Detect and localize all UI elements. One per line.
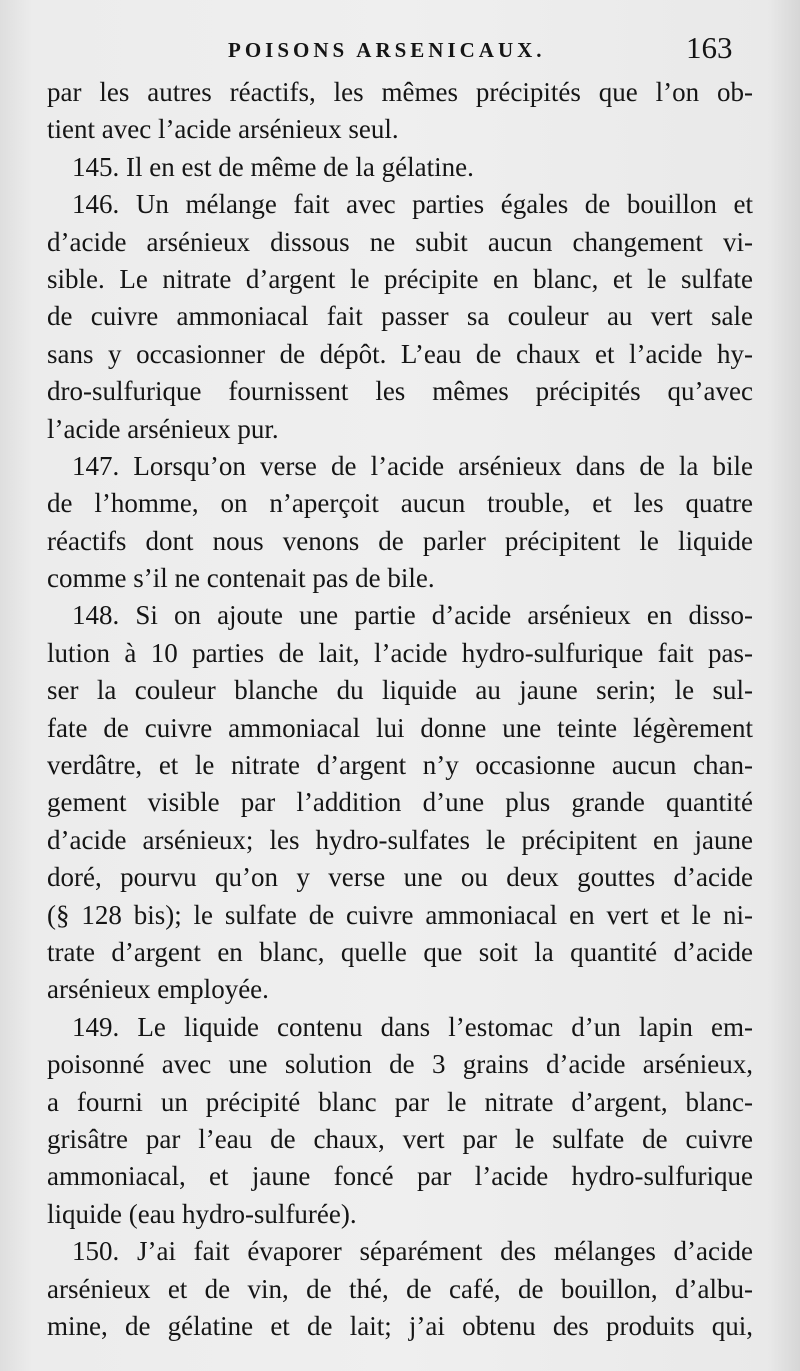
page-number: 163 [686, 30, 733, 65]
text-line: 145. Il en est de même de la gélatine. [72, 151, 474, 182]
body-text [47, 74, 753, 1345]
text-line: gement visible par l’addition d’une plus grande quantité [47, 787, 753, 818]
text-line: dro-sulfurique fournissent les mêmes précipités qu’avec [47, 376, 753, 407]
text-line: doré, pourvu qu’on y verse une ou deux gouttes d’acide [47, 862, 753, 893]
text-line: de l’homme, on n’aperçoit aucun trouble, et les quatre [47, 488, 753, 519]
text-line: sans y occasionner de dépôt. L’eau de chaux et l’acide hy- [47, 338, 753, 369]
text-line: lution à 10 parties de lait, l’acide hydro-sulfurique fait pas- [47, 637, 753, 668]
text-line: arsénieux employée. [47, 974, 269, 1005]
text-line: arsénieux et de vin, de thé, de café, de bouillon, d’albu- [47, 1273, 753, 1304]
text-line: tient avec l’acide arsénieux seul. [47, 114, 399, 145]
text-line: liquide (eau hydro-sulfurée). [47, 1198, 357, 1229]
text-line: 148. Si on ajoute une partie d’acide arsénieux en disso- [72, 600, 753, 631]
text-line: a fourni un précipité blanc par le nitrate d’argent, blanc- [47, 1086, 753, 1117]
text-line: grisâtre par l’eau de chaux, vert par le sulfate de cuivre [47, 1123, 753, 1154]
text-line: mine, de gélatine et de lait; j’ai obtenu des produits qui, [47, 1310, 753, 1341]
text-line: d’acide arsénieux; les hydro-sulfates le précipitent en jaune [47, 824, 753, 855]
text-line: d’acide arsénieux dissous ne subit aucun changement vi- [47, 226, 753, 257]
text-line: de cuivre ammoniacal fait passer sa couleur au vert sale [47, 301, 753, 332]
text-line: 149. Le liquide contenu dans l’estomac d’un lapin em- [72, 1011, 753, 1042]
text-line: 146. Un mélange fait avec parties égales de bouillon et [72, 189, 753, 220]
text-line: ser la couleur blanche du liquide au jaune serin; le sul- [47, 675, 753, 706]
text-line: sible. Le nitrate d’argent le précipite en blanc, et le sulfate [47, 263, 753, 294]
text-line: ammoniacal, et jaune foncé par l’acide hydro-sulfurique [47, 1161, 753, 1192]
text-line: trate d’argent en blanc, quelle que soit la quantité d’acide [47, 936, 753, 967]
text-line: par les autres réactifs, les mêmes précipités que l’on ob- [47, 77, 753, 107]
text-line: verdâtre, et le nitrate d’argent n’y occasionne aucun chan- [47, 750, 753, 781]
text-line: (§ 128 bis); le sulfate de cuivre ammoniacal en vert et le ni- [47, 899, 753, 930]
text-line: l’acide arsénieux pur. [47, 413, 279, 444]
text-line: poisonné avec une solution de 3 grains d’acide arsénieux, [47, 1049, 753, 1080]
text-line: réactifs dont nous venons de parler précipitent le liquide [47, 525, 753, 556]
text-line: 150. J’ai fait évaporer séparément des mélanges d’acide [72, 1236, 753, 1267]
running-head: POISONS ARSENICAUX. [228, 38, 546, 62]
text-line: comme s’il ne contenait pas de bile. [47, 563, 435, 594]
text-line: fate de cuivre ammoniacal lui donne une teinte légèrement [47, 712, 753, 743]
text-line: 147. Lorsqu’on verse de l’acide arsénieux dans de la bile [72, 450, 753, 481]
page-header [0, 30, 800, 70]
